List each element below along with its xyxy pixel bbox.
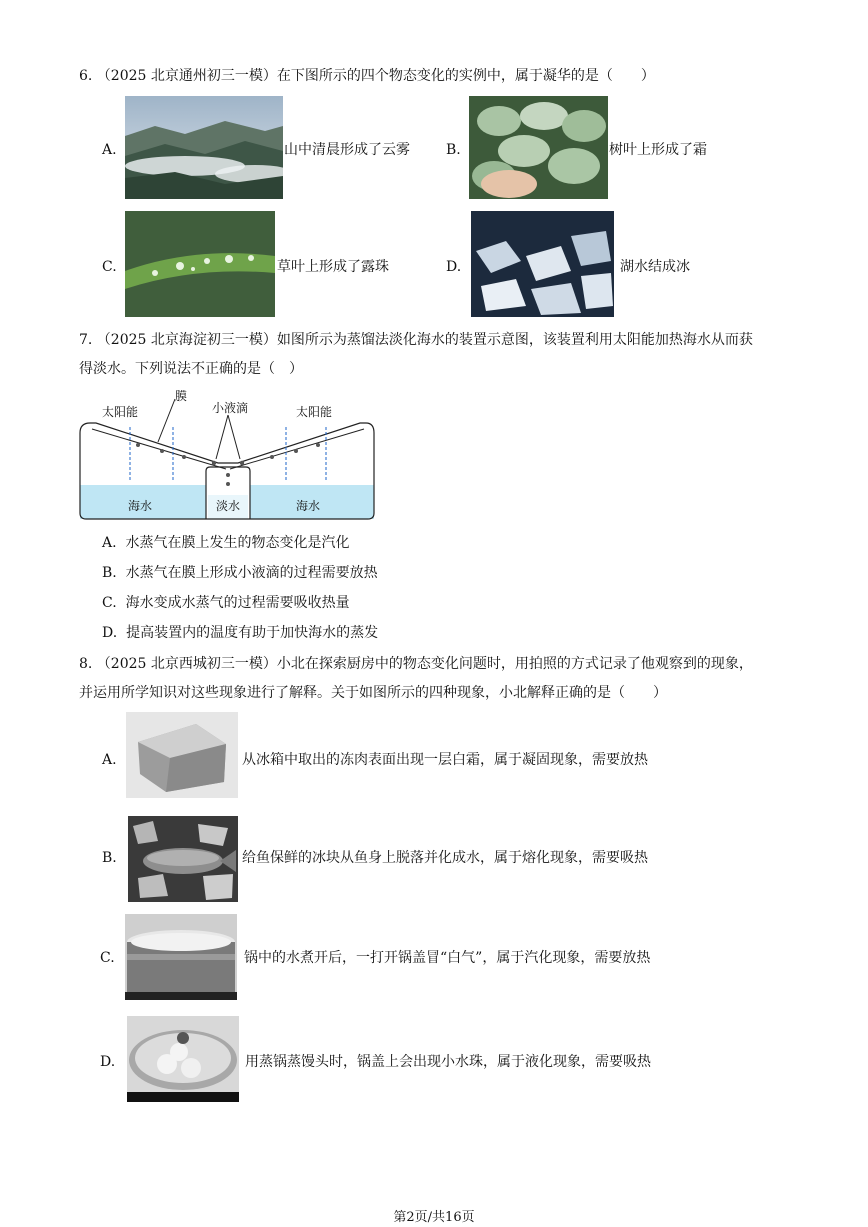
q8-option-a-text: 从冰箱中取出的冻肉表面出现一层白霜，属于凝固现象，需要放热	[242, 752, 648, 768]
membrane-label: 膜	[175, 389, 188, 403]
q8-option-c-letter: C.	[100, 950, 115, 966]
q6-option-c-text: 草叶上形成了露珠	[277, 259, 389, 275]
q6-option-b-letter: B.	[446, 142, 461, 158]
dew-grass-photo	[125, 211, 275, 317]
q7-option-b-text: 水蒸气在膜上形成小液滴的过程需要放热	[125, 565, 378, 581]
q8-option-d-text: 用蒸锅蒸馒头时，锅盖上会出现小水珠，属于液化现象，需要吸热	[245, 1054, 651, 1070]
q8-option-b-text: 给鱼保鲜的冰块从鱼身上脱落并化成水，属于熔化现象，需要吸热	[242, 850, 648, 866]
q6-stem: 6. （2025 北京通州初三一模）在下图所示的四个物态变化的实例中，属于凝华的是（ ）	[79, 68, 655, 84]
q6-option-d-text: 湖水结成冰	[620, 259, 690, 275]
q7-option-a	[102, 533, 349, 553]
q7-option-b-letter: B.	[102, 565, 117, 581]
q8-option-d-letter: D.	[100, 1054, 116, 1070]
q8-stem-line1: 8. （2025 北京西城初三一模）小北在探索厨房中的物态变化问题时，用拍照的方式记录了他观察到的现象，	[79, 656, 753, 672]
q7-option-c	[102, 593, 350, 613]
solar-label-left: 太阳能	[102, 405, 139, 419]
steamer-pot-photo	[127, 1016, 239, 1102]
frost-leaves-photo	[469, 96, 608, 199]
q7-option-d-letter: D.	[102, 625, 118, 641]
q7-option-a-text: 水蒸气在膜上发生的物态变化是汽化	[125, 535, 350, 551]
mountain-fog-photo	[125, 96, 283, 199]
page-number: 第2页/共16页	[393, 1210, 475, 1225]
q7-option-b	[102, 563, 378, 583]
freshwater-label: 淡水	[216, 499, 241, 513]
solar-label-right: 太阳能	[296, 405, 333, 419]
q7-option-c-letter: C.	[102, 595, 117, 611]
q6-option-a-letter: A.	[102, 142, 117, 158]
q7-option-a-letter: A.	[102, 535, 117, 551]
q8-option-b-letter: B.	[102, 850, 117, 866]
droplet-label: 小液滴	[212, 401, 249, 415]
q7-stem-line1: 7. （2025 北京海淀初三一模）如图所示为蒸馏法淡化海水的装置示意图，该装置利用太阳能加热海水从而获	[79, 332, 753, 348]
q8-option-c-text: 锅中的水煮开后，一打开锅盖冒“白气”，属于汽化现象，需要放热	[244, 950, 651, 966]
frozen-meat-photo	[126, 712, 238, 798]
fish-on-ice-photo	[128, 816, 238, 902]
lake-ice-photo	[471, 211, 614, 317]
seawater-label-right: 海水	[296, 499, 321, 513]
q7-option-d	[102, 623, 378, 643]
q7-option-d-text: 提高装置内的温度有助于加快海水的蒸发	[126, 625, 379, 641]
q6-option-d-letter: D.	[446, 259, 462, 275]
q7-option-c-text: 海水变成水蒸气的过程需要吸收热量	[125, 595, 350, 611]
seawater-label-left: 海水	[128, 499, 153, 513]
q7-stem-line2: 得淡水。下列说法不正确的是（ ）	[79, 361, 303, 377]
q8-stem-line2: 并运用所学知识对这些现象进行了解释。关于如图所示的四种现象，小北解释正确的是（ ）	[79, 685, 667, 701]
boiling-pot-photo	[125, 914, 237, 1000]
distillation-diagram	[78, 387, 378, 523]
q6-option-b-text: 树叶上形成了霜	[609, 142, 707, 158]
q8-option-a-letter: A.	[102, 752, 117, 768]
q6-option-c-letter: C.	[102, 259, 117, 275]
q6-option-a-text: 山中清晨形成了云雾	[284, 142, 410, 158]
